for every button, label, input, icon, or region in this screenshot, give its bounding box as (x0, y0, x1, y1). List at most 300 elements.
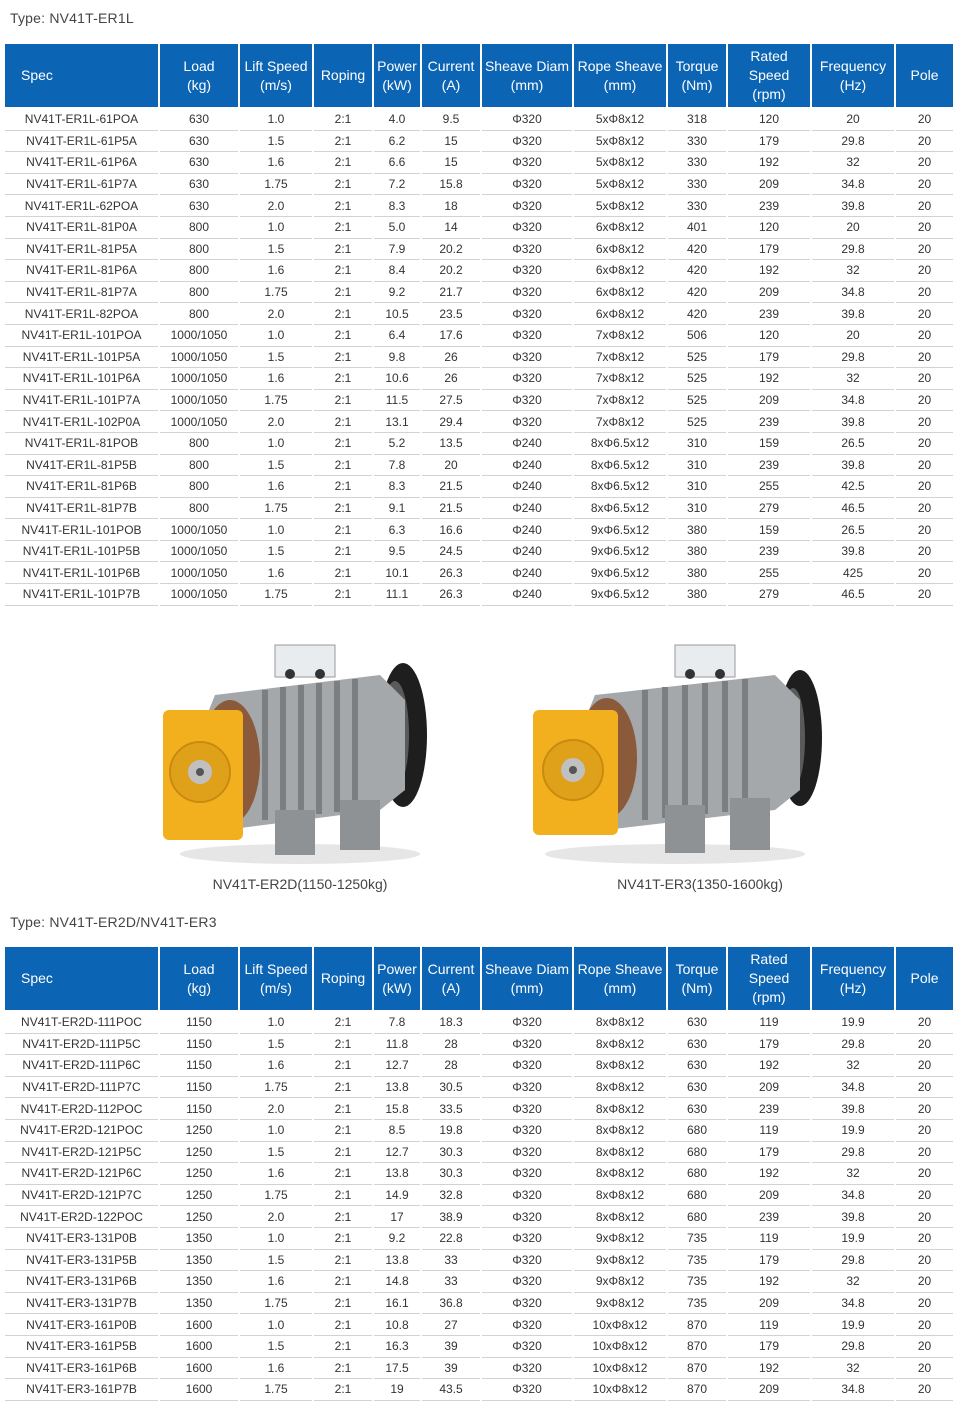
table-cell: 8xΦ8x12 (573, 1141, 667, 1163)
table-cell: 9xΦ8x12 (573, 1227, 667, 1249)
table-cell: 630 (159, 130, 239, 152)
table-cell: 26.3 (421, 584, 481, 606)
table-cell: 32 (811, 1271, 895, 1293)
table-row (5, 1249, 953, 1271)
table-cell: 2:1 (313, 1076, 373, 1098)
table-cell: 27 (421, 1314, 481, 1336)
table-cell: 20 (895, 476, 953, 498)
table-cell: 23.5 (421, 303, 481, 325)
table-cell: 10xΦ8x12 (573, 1335, 667, 1357)
table-cell: 13.8 (373, 1249, 421, 1271)
table-cell: 36.8 (421, 1292, 481, 1314)
table-cell: 2:1 (313, 1249, 373, 1271)
table-cell: 19 (373, 1379, 421, 1401)
table-cell: 279 (727, 584, 811, 606)
table-cell: 17 (373, 1206, 421, 1228)
table-cell: 2.0 (239, 1206, 313, 1228)
table-cell: 8xΦ6.5x12 (573, 476, 667, 498)
table-cell: 22.8 (421, 1227, 481, 1249)
table-cell: 43.5 (421, 1379, 481, 1401)
table-cell: NV41T-ER3-131P7B (5, 1292, 159, 1314)
table-cell: NV41T-ER1L-81P7B (5, 497, 159, 519)
table-cell: 12.7 (373, 1141, 421, 1163)
table-cell: 39.8 (811, 1098, 895, 1120)
table-cell: 420 (667, 238, 727, 260)
table-cell: 239 (727, 540, 811, 562)
table-cell: NV41T-ER1L-101P5A (5, 346, 159, 368)
table-cell: 800 (159, 476, 239, 498)
table-cell: 2:1 (313, 152, 373, 174)
table-cell: 1.5 (239, 1249, 313, 1271)
table-cell: 9xΦ6.5x12 (573, 519, 667, 541)
table-cell: 20 (895, 303, 953, 325)
table-cell: 179 (727, 130, 811, 152)
table-cell: 1.6 (239, 1271, 313, 1293)
table-cell: 425 (811, 562, 895, 584)
column-header: Frequency (Hz) (811, 947, 895, 1010)
table-cell: 30.3 (421, 1163, 481, 1185)
table-cell: 2:1 (313, 584, 373, 606)
table-cell: 870 (667, 1357, 727, 1379)
table-cell: 800 (159, 432, 239, 454)
table-cell: NV41T-ER1L-81P6B (5, 476, 159, 498)
table-row (5, 1184, 953, 1206)
table-cell: NV41T-ER2D-121P5C (5, 1141, 159, 1163)
table-cell: 7.2 (373, 173, 421, 195)
table-cell: 2:1 (313, 1055, 373, 1077)
table-cell: 8xΦ8x12 (573, 1184, 667, 1206)
table-row (5, 216, 953, 238)
table-row (5, 497, 953, 519)
table-cell: 380 (667, 562, 727, 584)
table-cell: 1250 (159, 1119, 239, 1141)
table-cell: NV41T-ER1L-81P0A (5, 216, 159, 238)
table-cell: 239 (727, 1098, 811, 1120)
table-cell: 10.1 (373, 562, 421, 584)
table-cell: 20 (895, 411, 953, 433)
table-cell: 8.4 (373, 260, 421, 282)
table-cell: 735 (667, 1292, 727, 1314)
table-row (5, 476, 953, 498)
column-header: Lift Speed (m/s) (239, 44, 313, 107)
column-header: Current (A) (421, 947, 481, 1010)
table-cell: NV41T-ER2D-111P7C (5, 1076, 159, 1098)
table-cell: 10.6 (373, 368, 421, 390)
table-cell: 24.5 (421, 540, 481, 562)
table-cell: Φ320 (481, 1141, 573, 1163)
table-cell: NV41T-ER2D-122POC (5, 1206, 159, 1228)
table-cell: 20 (895, 107, 953, 130)
table-header-row (5, 44, 953, 107)
table-cell: Φ240 (481, 497, 573, 519)
table-cell: 20 (895, 1271, 953, 1293)
table-cell: 330 (667, 195, 727, 217)
table-cell: 20 (895, 1249, 953, 1271)
table-cell: 29.8 (811, 238, 895, 260)
table-cell: 10.5 (373, 303, 421, 325)
column-header: Rope Sheave (mm) (573, 44, 667, 107)
table-cell: 2.0 (239, 303, 313, 325)
table-cell: 2:1 (313, 1119, 373, 1141)
table-cell: 680 (667, 1119, 727, 1141)
table-cell: Φ320 (481, 1184, 573, 1206)
table-cell: 179 (727, 238, 811, 260)
table-cell: 2:1 (313, 476, 373, 498)
table-cell: 159 (727, 519, 811, 541)
table-cell: 1.6 (239, 152, 313, 174)
table-cell: 20 (895, 346, 953, 368)
table-row (5, 1163, 953, 1185)
table-cell: 119 (727, 1119, 811, 1141)
table-cell: 29.4 (421, 411, 481, 433)
table-cell: 800 (159, 216, 239, 238)
table-cell: 310 (667, 432, 727, 454)
table-cell: Φ320 (481, 130, 573, 152)
table-row (5, 1379, 953, 1401)
table-cell: 1.5 (239, 346, 313, 368)
table-cell: 29.8 (811, 346, 895, 368)
table-cell: 525 (667, 368, 727, 390)
table-cell: Φ320 (481, 1335, 573, 1357)
table-cell: Φ320 (481, 324, 573, 346)
table-cell: 8xΦ8x12 (573, 1098, 667, 1120)
table-cell: 6xΦ8x12 (573, 260, 667, 282)
table-cell: Φ320 (481, 1098, 573, 1120)
table-cell: 2:1 (313, 1206, 373, 1228)
table-cell: 39.8 (811, 303, 895, 325)
table-cell: 14.8 (373, 1271, 421, 1293)
table-cell: 26.5 (811, 519, 895, 541)
table-cell: NV41T-ER1L-81POB (5, 432, 159, 454)
table-cell: 2:1 (313, 173, 373, 195)
table-cell: 2:1 (313, 1357, 373, 1379)
table-cell: 21.5 (421, 476, 481, 498)
table-cell: 20 (895, 1076, 953, 1098)
column-header: Sheave Diam (mm) (481, 44, 573, 107)
table-cell: 209 (727, 389, 811, 411)
table-cell: 2:1 (313, 260, 373, 282)
table-cell: 7.8 (373, 454, 421, 476)
table-cell: 2.0 (239, 411, 313, 433)
table-cell: 39.8 (811, 1206, 895, 1228)
table-cell: 34.8 (811, 1292, 895, 1314)
table-cell: 9.5 (421, 107, 481, 130)
table-cell: NV41T-ER3-131P5B (5, 1249, 159, 1271)
table-cell: 20 (811, 216, 895, 238)
table-cell: 16.6 (421, 519, 481, 541)
table-cell: 9.2 (373, 281, 421, 303)
table-cell: 7xΦ8x12 (573, 411, 667, 433)
table-cell: 20 (895, 1141, 953, 1163)
table-cell: Φ320 (481, 1119, 573, 1141)
table-cell: 9xΦ8x12 (573, 1249, 667, 1271)
table-cell: 1150 (159, 1033, 239, 1055)
motor-er2d-illustration (155, 640, 435, 870)
table-cell: 15 (421, 152, 481, 174)
table-cell: 7.9 (373, 238, 421, 260)
table-cell: 209 (727, 281, 811, 303)
table-row (5, 368, 953, 390)
table-cell: 46.5 (811, 497, 895, 519)
table-cell: 9.2 (373, 1227, 421, 1249)
table-cell: 20 (895, 1357, 953, 1379)
table-cell: NV41T-ER2D-111P5C (5, 1033, 159, 1055)
table-cell: 800 (159, 454, 239, 476)
table-cell: 20.2 (421, 238, 481, 260)
table-cell: 1.75 (239, 1076, 313, 1098)
column-header: Rope Sheave (mm) (573, 947, 667, 1010)
table-cell: 19.9 (811, 1227, 895, 1249)
table-cell: 13.5 (421, 432, 481, 454)
table-row (5, 1119, 953, 1141)
table-cell: 1600 (159, 1379, 239, 1401)
table-cell: 630 (667, 1098, 727, 1120)
table-cell: 20 (895, 497, 953, 519)
table-cell: Φ320 (481, 1206, 573, 1228)
table-row (5, 432, 953, 454)
table-cell: 5xΦ8x12 (573, 107, 667, 130)
table-cell: 1250 (159, 1141, 239, 1163)
table-cell: 20 (895, 260, 953, 282)
table-cell: 20.2 (421, 260, 481, 282)
table-cell: 380 (667, 584, 727, 606)
table-cell: NV41T-ER1L-61POA (5, 107, 159, 130)
table-body (5, 107, 953, 605)
table-cell: 39 (421, 1357, 481, 1379)
table-cell: 209 (727, 1184, 811, 1206)
table-cell: 21.5 (421, 497, 481, 519)
table-cell: 20 (895, 1033, 953, 1055)
table-cell: 330 (667, 130, 727, 152)
table-cell: 420 (667, 260, 727, 282)
column-header: Spec (5, 44, 159, 107)
table-cell: 680 (667, 1141, 727, 1163)
table-cell: 1600 (159, 1314, 239, 1336)
table-cell: NV41T-ER1L-62POA (5, 195, 159, 217)
table-row (5, 389, 953, 411)
table-row (5, 1314, 953, 1336)
table-cell: Φ320 (481, 281, 573, 303)
table-cell: 2:1 (313, 1141, 373, 1163)
table-cell: 1.6 (239, 1163, 313, 1185)
column-header: Torque (Nm) (667, 44, 727, 107)
table-cell: Φ320 (481, 303, 573, 325)
table-cell: Φ240 (481, 454, 573, 476)
table-cell: 34.8 (811, 281, 895, 303)
table-cell: Φ320 (481, 1055, 573, 1077)
table-cell: 2:1 (313, 389, 373, 411)
table-cell: 630 (159, 173, 239, 195)
table-cell: NV41T-ER1L-82POA (5, 303, 159, 325)
table-row (5, 324, 953, 346)
table-row (5, 1206, 953, 1228)
table-cell: 1000/1050 (159, 389, 239, 411)
table-cell: 20 (895, 216, 953, 238)
table-cell: 2:1 (313, 562, 373, 584)
table-row (5, 1357, 953, 1379)
column-header: Frequency (Hz) (811, 44, 895, 107)
table-cell: 20 (895, 1184, 953, 1206)
table-cell: 1150 (159, 1076, 239, 1098)
table-cell: 401 (667, 216, 727, 238)
table-cell: NV41T-ER1L-101POA (5, 324, 159, 346)
table-cell: Φ320 (481, 368, 573, 390)
table-cell: Φ240 (481, 432, 573, 454)
table-cell: 279 (727, 497, 811, 519)
table-cell: 8.5 (373, 1119, 421, 1141)
table-cell: 8.3 (373, 195, 421, 217)
table-cell: 6xΦ8x12 (573, 303, 667, 325)
motor-photo-er2d (155, 640, 435, 870)
table-cell: 1.6 (239, 476, 313, 498)
table-cell: 15.8 (373, 1098, 421, 1120)
table-cell: 192 (727, 368, 811, 390)
table-cell: 630 (667, 1010, 727, 1033)
table-cell: 10xΦ8x12 (573, 1314, 667, 1336)
table-cell: 28 (421, 1055, 481, 1077)
table-cell: 192 (727, 1055, 811, 1077)
table-cell: 2:1 (313, 1271, 373, 1293)
table-cell: 255 (727, 476, 811, 498)
table-row (5, 411, 953, 433)
table-cell: 30.3 (421, 1141, 481, 1163)
table-cell: 8xΦ8x12 (573, 1206, 667, 1228)
table-cell: Φ320 (481, 1314, 573, 1336)
table-cell: 2:1 (313, 1010, 373, 1033)
table-row (5, 519, 953, 541)
table-cell: 10xΦ8x12 (573, 1379, 667, 1401)
column-header: Rated Speed (rpm) (727, 947, 811, 1010)
column-header: Power (kW) (373, 44, 421, 107)
table-cell: NV41T-ER1L-101P6A (5, 368, 159, 390)
table-cell: 39.8 (811, 195, 895, 217)
table-cell: 20 (895, 389, 953, 411)
table-cell: 32 (811, 1357, 895, 1379)
table-cell: Φ320 (481, 1379, 573, 1401)
table-cell: 29.8 (811, 1141, 895, 1163)
table-cell: Φ320 (481, 107, 573, 130)
table-cell: 20 (895, 281, 953, 303)
table-cell: 630 (667, 1076, 727, 1098)
column-header: Spec (5, 947, 159, 1010)
table-cell: 6xΦ8x12 (573, 238, 667, 260)
table-cell: 11.8 (373, 1033, 421, 1055)
table-cell: 1350 (159, 1271, 239, 1293)
table-cell: 630 (159, 107, 239, 130)
table-cell: 120 (727, 107, 811, 130)
table-cell: 20 (895, 1292, 953, 1314)
table-cell: 630 (159, 152, 239, 174)
table-cell: Φ320 (481, 346, 573, 368)
table-cell: 239 (727, 303, 811, 325)
table-cell: 192 (727, 152, 811, 174)
table-cell: 1.5 (239, 1033, 313, 1055)
table-row (5, 130, 953, 152)
table-cell: 20 (895, 1163, 953, 1185)
table-cell: 34.8 (811, 1184, 895, 1206)
table-cell: Φ320 (481, 1163, 573, 1185)
table-row (5, 1141, 953, 1163)
table-cell: Φ320 (481, 1227, 573, 1249)
table-cell: 209 (727, 173, 811, 195)
table-cell: 1.6 (239, 562, 313, 584)
table-cell: 17.6 (421, 324, 481, 346)
table-cell: 2.0 (239, 195, 313, 217)
table-row (5, 281, 953, 303)
table-cell: 2:1 (313, 1033, 373, 1055)
table-row (5, 1098, 953, 1120)
table-cell: 8xΦ6.5x12 (573, 454, 667, 476)
table-cell: 2:1 (313, 107, 373, 130)
table-cell: 2:1 (313, 454, 373, 476)
table-cell: 630 (667, 1033, 727, 1055)
table-cell: 179 (727, 346, 811, 368)
table-cell: 29.8 (811, 130, 895, 152)
table-cell: 1.6 (239, 1357, 313, 1379)
table-cell: 330 (667, 173, 727, 195)
motor-photo-er3 (525, 640, 825, 870)
table-cell: 8xΦ8x12 (573, 1033, 667, 1055)
table-row (5, 1076, 953, 1098)
table-cell: Φ320 (481, 1249, 573, 1271)
table-cell: 13.8 (373, 1076, 421, 1098)
table-cell: 239 (727, 411, 811, 433)
table-row (5, 152, 953, 174)
table-cell: 39.8 (811, 540, 895, 562)
table-cell: 1150 (159, 1010, 239, 1033)
table-cell: 5xΦ8x12 (573, 130, 667, 152)
table-row (5, 195, 953, 217)
table-cell: 1150 (159, 1055, 239, 1077)
column-header: Load (kg) (159, 44, 239, 107)
table-cell: 42.5 (811, 476, 895, 498)
table-cell: 2:1 (313, 1184, 373, 1206)
table-cell: 1350 (159, 1292, 239, 1314)
table-cell: 9.1 (373, 497, 421, 519)
table-cell: 29.8 (811, 1033, 895, 1055)
table-cell: 33.5 (421, 1098, 481, 1120)
table-cell: 192 (727, 1163, 811, 1185)
table-row (5, 540, 953, 562)
table-row (5, 238, 953, 260)
table-cell: 1.5 (239, 1335, 313, 1357)
table-cell: 1.5 (239, 454, 313, 476)
table-row (5, 346, 953, 368)
photo-caption-er2d: NV41T-ER2D(1150-1250kg) (212, 876, 388, 892)
table-row (5, 1292, 953, 1314)
table-cell: 20 (895, 324, 953, 346)
table-cell: 29.8 (811, 1335, 895, 1357)
table-cell: 2:1 (313, 303, 373, 325)
table-cell: 1250 (159, 1163, 239, 1185)
table-cell: 1.0 (239, 216, 313, 238)
table-cell: 159 (727, 432, 811, 454)
table-cell: 19.9 (811, 1010, 895, 1033)
table-cell: 2:1 (313, 497, 373, 519)
table-cell: 310 (667, 476, 727, 498)
table-cell: 630 (159, 195, 239, 217)
table-cell: Φ320 (481, 1033, 573, 1055)
column-header: Lift Speed (m/s) (239, 947, 313, 1010)
table-cell: 9xΦ6.5x12 (573, 540, 667, 562)
table-cell: 525 (667, 389, 727, 411)
table-cell: 6xΦ8x12 (573, 281, 667, 303)
table-cell: NV41T-ER1L-101P7A (5, 389, 159, 411)
table-cell: 34.8 (811, 389, 895, 411)
table-cell: 192 (727, 1271, 811, 1293)
table-cell: 735 (667, 1227, 727, 1249)
table-cell: 1.75 (239, 1292, 313, 1314)
